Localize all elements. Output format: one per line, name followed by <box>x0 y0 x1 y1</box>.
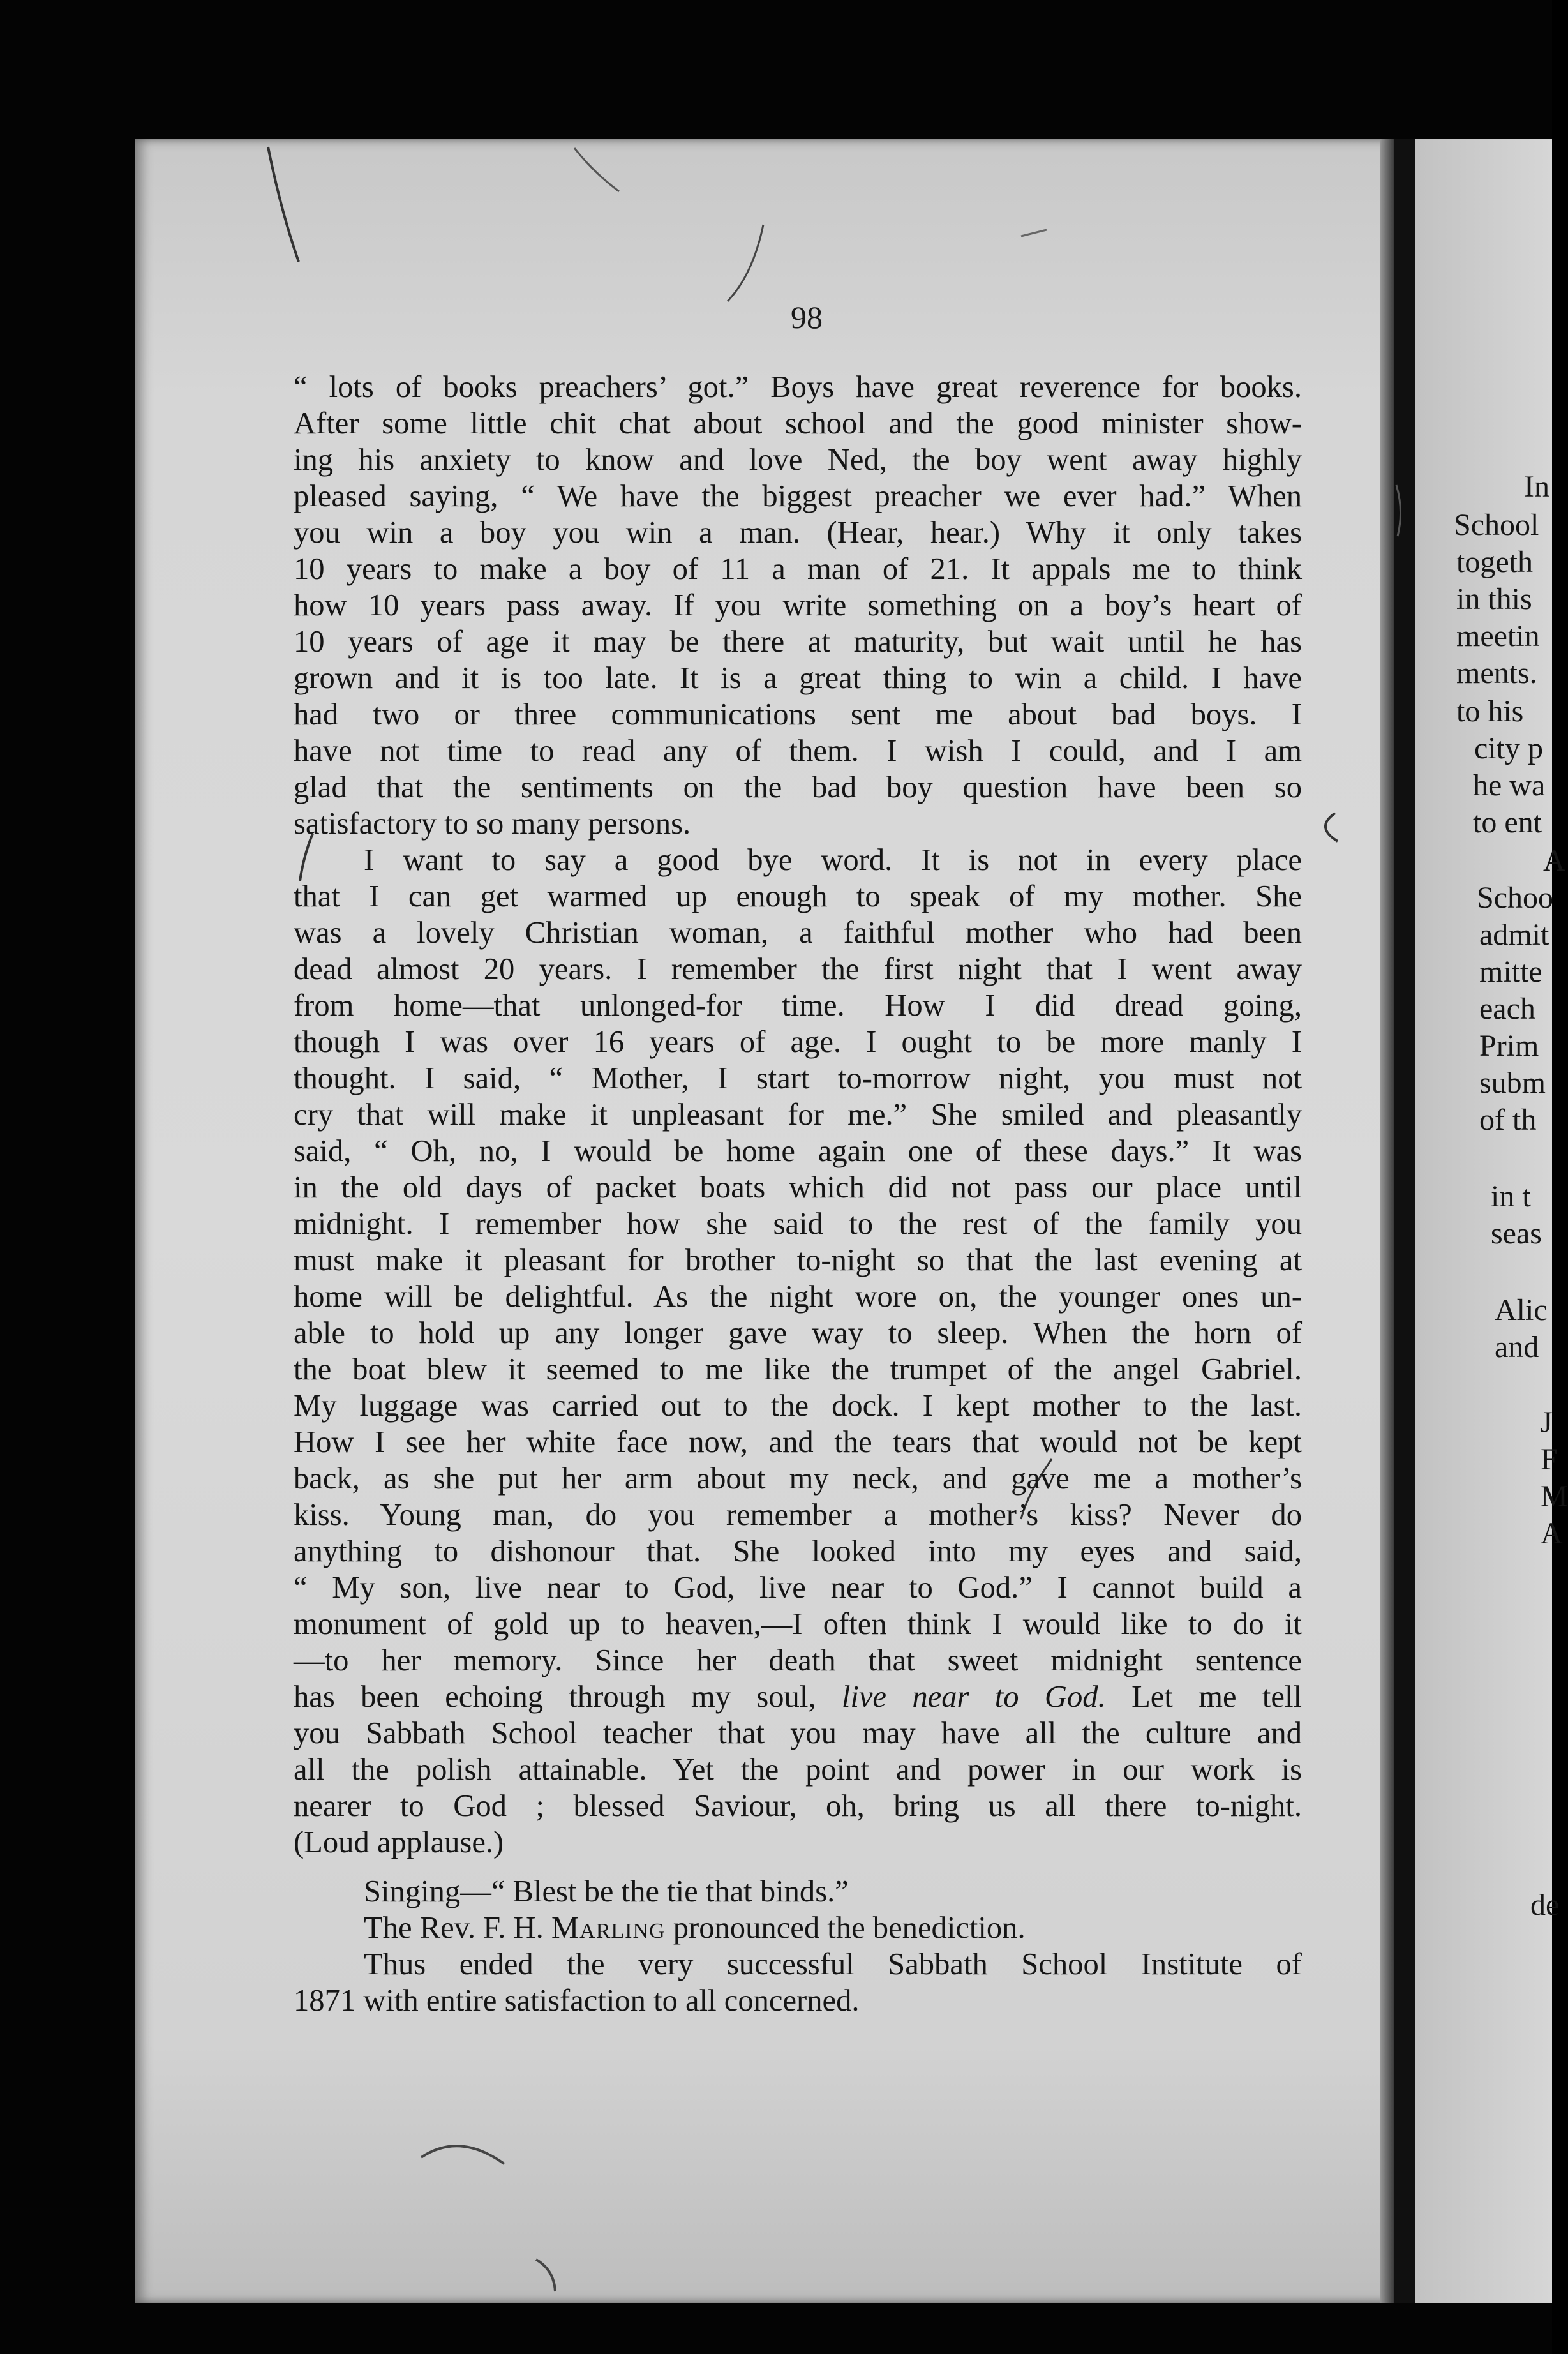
next-page-fragment: School <box>1454 508 1539 542</box>
next-page-fragment: admit <box>1479 918 1549 952</box>
text-line: that I can get warmed up enough to speak of my mother. She <box>294 879 1302 913</box>
text-line: midnight. I remember how she said to the rest of the family you <box>294 1206 1302 1241</box>
next-page-fragment: in this <box>1456 582 1532 616</box>
text-line: must make it pleasant for brother to-night so that the last evening at <box>294 1243 1302 1277</box>
text-line: 10 years of age it may be there at maturity, but wait until he has <box>294 624 1302 659</box>
text-line: from home—that unlonged-for time. How I did dread going, <box>294 988 1302 1023</box>
text-line: cry that will make it unpleasant for me.” She smiled and pleasantly <box>294 1097 1302 1132</box>
next-page-fragment: F <box>1541 1443 1558 1476</box>
text-line-live-near-to-god: has been echoing through my soul, live near to God. Let me tell <box>294 1679 1303 1714</box>
text-line: I want to say a good bye word. It is not in every place <box>364 843 1302 877</box>
text-line: have not time to read any of them. I wish I could, and I am <box>294 733 1302 768</box>
text-line: pleased saying, “ We have the biggest preacher we ever had.” When <box>294 479 1302 513</box>
body-text <box>294 369 1302 2019</box>
next-page-fragment: subm <box>1479 1066 1546 1100</box>
text-line: kiss. Young man, do you remember a mother’s kiss? Never do <box>294 1497 1302 1532</box>
text-line: back, as she put her arm about my neck, and gave me a mother’s <box>294 1461 1302 1496</box>
next-page-fragment: A <box>1541 1517 1563 1550</box>
text-line: After some little chit chat about school and the good minister show- <box>294 406 1302 440</box>
text-line: “ My son, live near to God, live near to God.” I cannot build a <box>294 1570 1302 1605</box>
next-page-fragment: A <box>1543 844 1565 878</box>
next-page-fragment: each <box>1479 992 1535 1026</box>
text-line: monument of gold up to heaven,—I often think I would like to do it <box>294 1607 1302 1641</box>
text-line: dead almost 20 years. I remember the first night that I went away <box>294 952 1302 986</box>
text-line: in the old days of packet boats which did not pass our place until <box>294 1170 1302 1204</box>
text-line: —to her memory. Since her death that sweet midnight sentence <box>294 1643 1302 1677</box>
paragraph-speech <box>294 369 1302 1679</box>
next-page-fragment: meetin <box>1456 619 1540 653</box>
text-line: glad that the sentiments on the bad boy question have been so <box>294 770 1302 804</box>
next-page-fragment: in t <box>1491 1180 1531 1213</box>
next-page-fragment: city p <box>1474 731 1543 765</box>
page-edge-shadow <box>1380 139 1394 2303</box>
next-page-fragment: to ent <box>1473 806 1542 839</box>
closing-paragraph <box>294 1946 1302 2019</box>
next-page-fragment: de <box>1530 1888 1560 1922</box>
text-line: “ lots of books preachers’ got.” Boys have great reverence for books. <box>294 370 1302 404</box>
text-line: My luggage was carried out to the dock. I kept mother to the last. <box>294 1388 1302 1423</box>
text-line: had two or three communications sent me about bad boys. I <box>294 697 1302 731</box>
text-line: home will be delightful. As the night wore on, the younger ones un- <box>294 1279 1302 1314</box>
next-page-fragment: ments. <box>1456 656 1537 690</box>
next-page-fragment: seas <box>1491 1217 1542 1250</box>
text-line: was a lovely Christian woman, a faithful mother who had been <box>294 915 1302 950</box>
text-line: the boat blew it seemed to me like the trumpet of the angel Gabriel. <box>294 1352 1302 1386</box>
next-page-fragment: Schoo <box>1477 881 1553 915</box>
text-line: you Sabbath School teacher that you may have all the culture and <box>294 1716 1302 1750</box>
next-page-fragment: In <box>1524 470 1549 504</box>
text-line: anything to dishonour that. She looked into my eyes and said, <box>294 1534 1302 1568</box>
book-page-right-partial <box>1415 139 1568 2303</box>
text-line: 1871 with entire satisfaction to all concerned. <box>294 1983 860 2018</box>
text-line: you win a boy you win a man. (Hear, hear.) Why it only takes <box>294 515 1302 550</box>
text-line: 10 years to make a boy of 11 a man of 21. It appals me to think <box>294 551 1302 586</box>
text-line: said, “ Oh, no, I would be home again one of these days.” It was <box>294 1134 1302 1168</box>
text-line: though I was over 16 years of age. I ought to be more manly I <box>294 1024 1302 1059</box>
text-line: how 10 years pass away. If you write something on a boy’s heart of <box>294 588 1302 622</box>
text-line: all the polish attainable. Yet the point and power in our work is <box>294 1752 1302 1787</box>
page-number: 98 <box>791 299 823 335</box>
next-page-fragment: Prim <box>1479 1029 1539 1063</box>
text-line: How I see her white face now, and the tears that would not be kept <box>294 1425 1302 1459</box>
text-line: satisfactory to so many persons. <box>294 806 691 841</box>
next-page-fragment: he wa <box>1473 768 1546 802</box>
next-page-fragment: Alic <box>1495 1293 1548 1327</box>
next-page-fragment: J <box>1541 1406 1553 1439</box>
page-gutter <box>1394 139 1415 2303</box>
paragraph-speech-end <box>294 1715 1302 1861</box>
text-line: able to hold up any longer gave way to sleep. When the horn of <box>294 1316 1302 1350</box>
text-line: (Loud applause.) <box>294 1825 504 1859</box>
singing-line: Singing—“ Blest be the tie that binds.” <box>364 1874 849 1908</box>
text-line: ing his anxiety to know and love Ned, the boy went away highly <box>294 442 1302 477</box>
next-page-fragment: of th <box>1479 1103 1537 1137</box>
next-page-fragment: mitte <box>1479 955 1542 989</box>
next-page-fragment: and <box>1495 1330 1539 1364</box>
benediction-line: The Rev. F. H. Marling pronounced the benediction. <box>364 1910 1026 1945</box>
next-page-fragment: M <box>1541 1480 1568 1513</box>
text-line: nearer to God ; blessed Saviour, oh, bring us all there to-night. <box>294 1788 1302 1823</box>
next-page-fragment: togeth <box>1456 545 1533 579</box>
next-page-fragment: to his <box>1456 694 1524 728</box>
text-line: Thus ended the very successful Sabbath School Institute of <box>364 1947 1302 1981</box>
text-line: thought. I said, “ Mother, I start to-morrow night, you must not <box>294 1061 1302 1095</box>
text-line: grown and it is too late. It is a great thing to win a child. I have <box>294 661 1302 695</box>
